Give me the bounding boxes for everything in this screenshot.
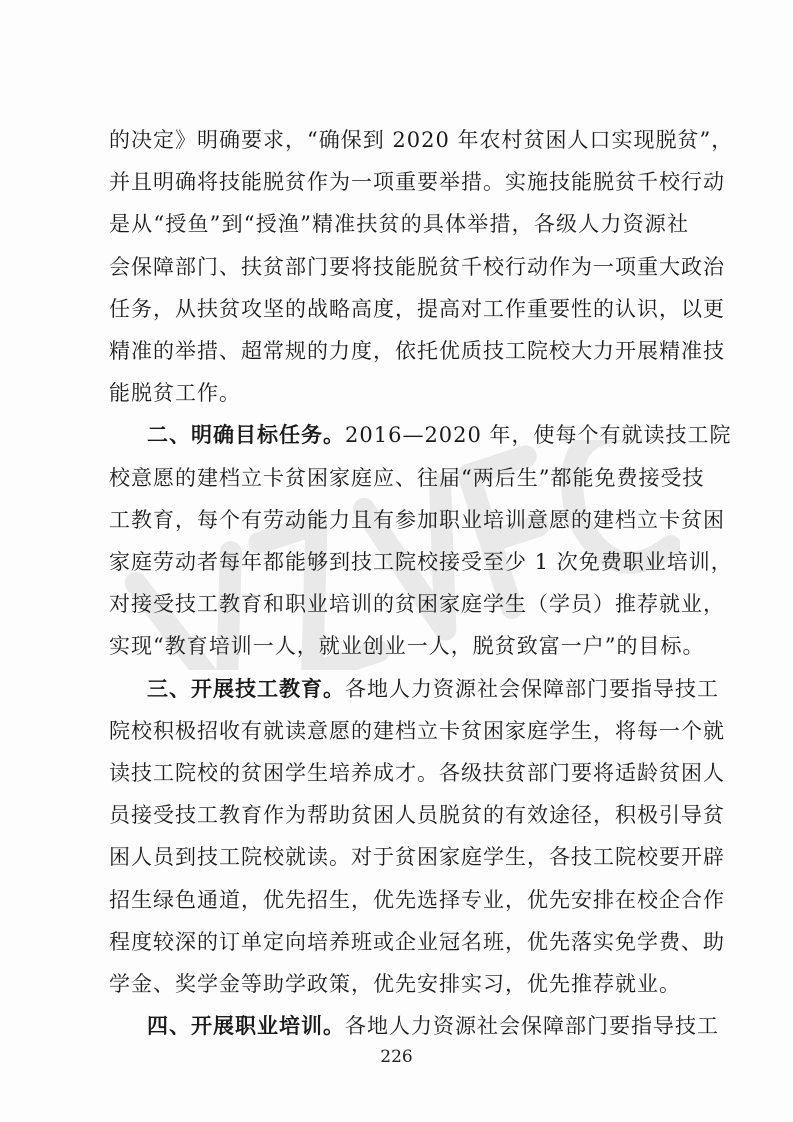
text-line: 对接受技工教育和职业培训的贫困家庭学生（学员）推荐就业，: [109, 592, 725, 616]
text-line: 精准的举措、超常规的力度，依托优质技工院校大力开展精准技: [109, 339, 725, 363]
text-line: 并且明确将技能脱贫作为一项重要举措。实施技能脱贫千校行动: [109, 170, 725, 194]
text-line: 院校积极招收有就读意愿的建档立卡贫困家庭学生，将每一个就: [109, 719, 725, 743]
section-heading: 三、开展技工教育。: [147, 677, 345, 701]
section-heading: 四、开展职业培训。: [147, 1014, 345, 1038]
text-line: 能脱贫工作。: [109, 381, 241, 405]
text-line: 读技工院校的贫困学生培养成才。各级扶贫部门要将适龄贫困人: [109, 761, 725, 785]
text-line: 实现“教育培训一人，就业创业一人，脱贫致富一户”的目标。: [109, 634, 705, 658]
section-heading-line: [147, 420, 732, 450]
section-heading-line: [147, 1011, 719, 1041]
text-line: 困人员到技工院校就读。对于贫困家庭学生，各技工院校要开辟: [109, 845, 725, 869]
text-line: 员接受技工教育作为帮助贫困人员脱贫的有效途径，积极引导贫: [109, 803, 725, 827]
section-heading-line: [147, 674, 719, 704]
text-line: 是从“授鱼”到“授渔”精准扶贫的具体举措，各级人力资源社: [109, 212, 689, 236]
text-line: 招生绿色通道，优先招生，优先选择专业，优先安排在校企合作: [109, 888, 725, 912]
section-text: 各地人力资源社会保障部门要指导技工: [345, 1014, 719, 1038]
text-line: 校意愿的建档立卡贫困家庭应、往届“两后生”都能免费接受技: [109, 466, 705, 490]
text-line: 会保障部门、扶贫部门要将技能脱贫千校行动作为一项重大政治: [109, 255, 725, 279]
page-number: 226: [380, 1047, 413, 1067]
text-line: 工教育，每个有劳动能力且有参加职业培训意愿的建档立卡贫困: [109, 508, 725, 532]
section-text: 各地人力资源社会保障部门要指导技工: [345, 677, 719, 701]
text-line: 家庭劳动者每年都能够到技工院校接受至少 1 次免费职业培训，: [109, 550, 733, 574]
text-line: 任务，从扶贫攻坚的战略高度，提高对工作重要性的认识，以更: [109, 297, 725, 321]
text-line: 学金、奖学金等助学政策，优先安排实习，优先推荐就业。: [109, 972, 681, 996]
text-line: 的决定》明确要求，“确保到 2020 年农村贫困人口实现脱贫”，: [109, 128, 734, 152]
text-line: 程度较深的订单定向培养班或企业冠名班，优先落实免学费、助: [109, 930, 725, 954]
section-heading: 二、明确目标任务。: [147, 423, 345, 447]
section-text: 2016—2020 年，使每个有就读技工院: [345, 423, 732, 447]
